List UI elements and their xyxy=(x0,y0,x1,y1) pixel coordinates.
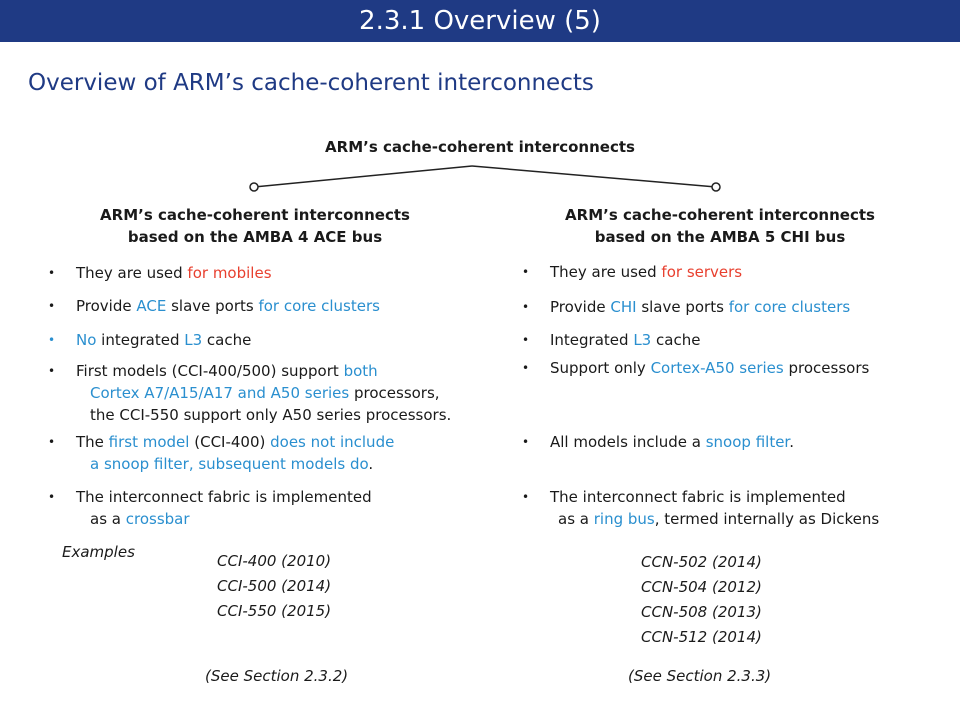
right-bullet-servers: • They are used for servers xyxy=(522,263,743,281)
bullet-dot: • xyxy=(48,364,56,378)
bullet-dot: • xyxy=(522,300,530,314)
tree-branch-right xyxy=(472,166,716,187)
slide-title: 2.3.1 Overview (5) xyxy=(0,0,960,42)
right-bullet-ring-bus: • The interconnect fabric is implemented as a ring bus, termed internally as Dickens xyxy=(522,488,880,528)
right-example-4: CCN-512 (2014) xyxy=(641,628,762,646)
left-column-heading xyxy=(30,204,480,248)
left-see-section: (See Section 2.3.2) xyxy=(205,667,349,685)
right-heading-line-1: ARM’s cache-coherent interconnects xyxy=(565,206,875,224)
bullet-dot: • xyxy=(48,435,56,449)
bullet-dot: • xyxy=(522,361,530,375)
left-heading-line-1: ARM’s cache-coherent interconnects xyxy=(100,206,410,224)
left-example-3: CCI-550 (2015) xyxy=(217,602,332,620)
left-bullet-no-l3: • No integrated L3 cache xyxy=(48,331,252,349)
tree-node-right xyxy=(712,183,720,191)
right-bullet-a50-only: • Support only Cortex-A50 series processors xyxy=(522,359,870,377)
slide-subtitle: Overview of ARM’s cache-coherent interconnects xyxy=(28,70,594,96)
left-bullet-snoop-filter: • The first model (CCI-400) does not include a snoop filter, subsequent models do. xyxy=(48,433,395,473)
bullet-dot: • xyxy=(522,333,530,347)
bullet-dot: • xyxy=(522,435,530,449)
left-bullet-mobiles: • They are used for mobiles xyxy=(48,264,272,282)
left-example-1: CCI-400 (2010) xyxy=(217,552,332,570)
tree-branch-left xyxy=(254,166,472,187)
left-example-2: CCI-500 (2014) xyxy=(217,577,332,595)
tree-root-label: ARM’s cache-coherent interconnects xyxy=(325,138,635,156)
tree-node-left xyxy=(250,183,258,191)
bullet-dot: • xyxy=(48,299,56,313)
right-example-3: CCN-508 (2013) xyxy=(641,603,762,621)
left-bullet-crossbar: • The interconnect fabric is implemented as a crossbar xyxy=(48,488,372,528)
left-bullet-first-models: • First models (CCI-400/500) support both Cortex A7/A15/A17 and A50 series processors, the CCI-550 support only A50 series processors. xyxy=(48,362,452,424)
bullet-dot: • xyxy=(522,490,530,504)
examples-label: Examples xyxy=(62,543,135,561)
bullet-dot: • xyxy=(48,490,56,504)
right-see-section: (See Section 2.3.3) xyxy=(628,667,772,685)
right-heading-line-2: based on the AMBA 5 CHI bus xyxy=(594,228,846,246)
left-bullet-ace-ports: • Provide ACE slave ports for core clusters xyxy=(48,297,380,315)
bullet-dot: • xyxy=(522,265,530,279)
left-heading-line-2: based on the AMBA 4 ACE bus xyxy=(127,228,383,246)
right-bullet-integrated-l3: • Integrated L3 cache xyxy=(522,331,701,349)
right-example-2: CCN-504 (2012) xyxy=(641,578,762,596)
right-bullet-chi-ports: • Provide CHI slave ports for core clusters xyxy=(522,298,851,316)
bullet-dot: • xyxy=(48,333,56,347)
bullet-dot: • xyxy=(48,266,56,280)
right-bullet-snoop-filter: • All models include a snoop filter. xyxy=(522,433,794,451)
right-example-1: CCN-502 (2014) xyxy=(641,553,762,571)
right-column-heading xyxy=(490,204,950,248)
